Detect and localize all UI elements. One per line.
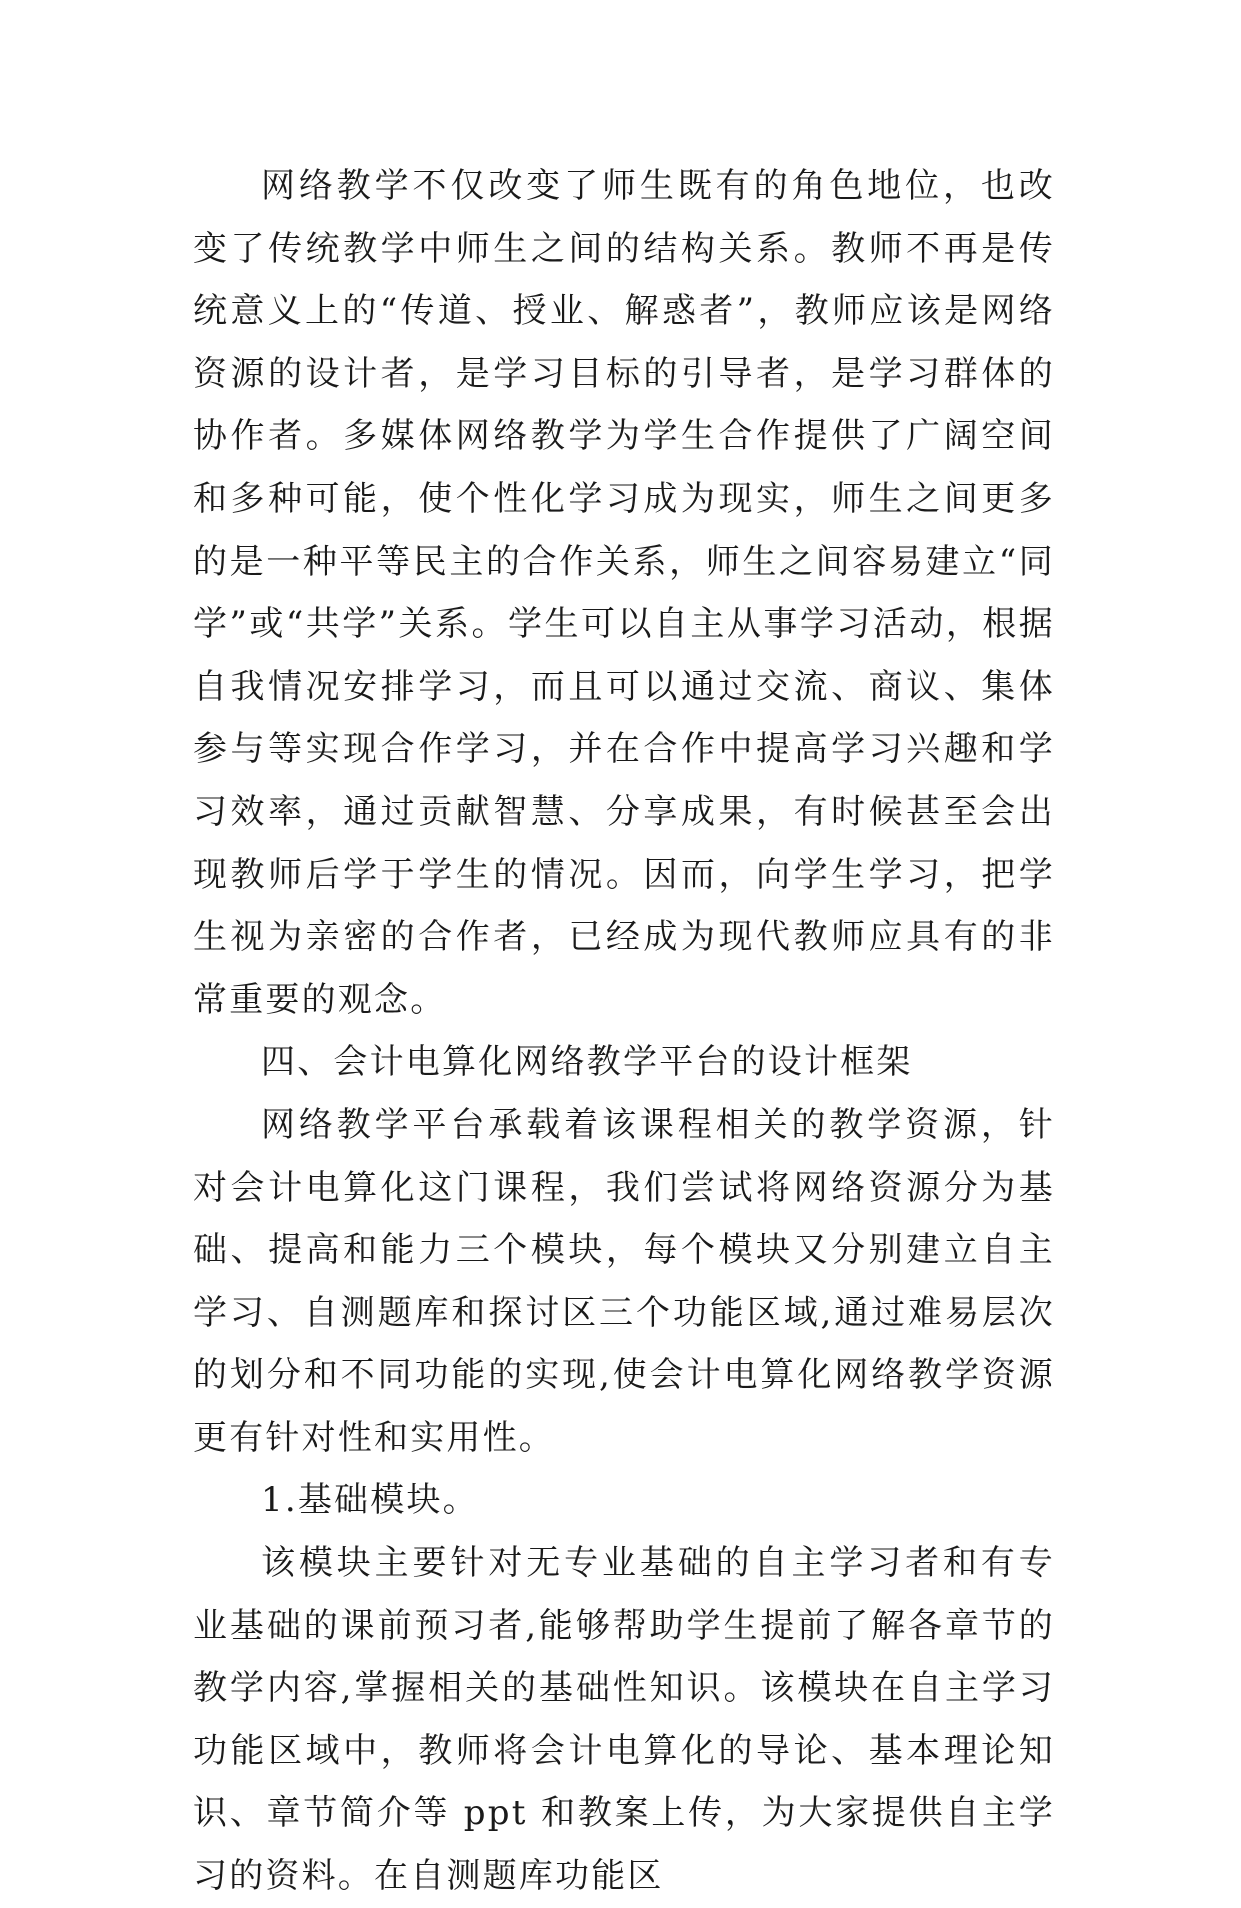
- paragraph-platform-modules: 网络教学平台承载着该课程相关的教学资源，针对会计电算化这门课程，我们尝试将网络资源分为基础、提高和能力三个模块，每个模块又分别建立自主学习、自测题库和探讨区三个功能区域,通过难易层次的划分和不同功能的实现,使会计电算化网络教学资源更有针对性和实用性。: [193, 1104, 1055, 1458]
- section-heading-platform-framework: 四、会计电算化网络教学平台的设计框架: [261, 1042, 913, 1083]
- paragraph-teacher-role: 网络教学不仅改变了师生既有的角色地位，也改变了传统教学中师生之间的结构关系。教师不再是传统意义上的“传道、授业、解惑者”，教师应该是网络资源的设计者，是学习目标的引导者，是学习群体的协作者。多媒体网络教学为学生合作提供了广阔空间和多种可能，使个性化学习成为现实，师生之间更多的是一种平等民主的合作关系，师生之间容易建立“同学”或“共学”关系。学生可以自主从事学习活动，根据自我情况安排学习，而且可以通过交流、商议、集体参与等实现合作学习，并在合作中提高学习兴趣和学习效率，通过贡献智慧、分享成果，有时候甚至会出现教师后学于学生的情况。因而，向学生学习，把学生视为亲密的合作者，已经成为现代教师应具有的非常重要的观念。: [193, 166, 1055, 1020]
- paragraph-basic-module: 该模块主要针对无专业基础的自主学习者和有专业基础的课前预习者,能够帮助学生提前了解各章节的教学内容,掌握相关的基础性知识。该模块在自主学习功能区域中，教师将会计电算化的导论、基本理论知识、章节简介等 ppt 和教案上传，为大家提供自主学习的资料。在自测题库功能区: [193, 1543, 1055, 1897]
- subsection-heading-basic-module: 1.基础模块。: [261, 1480, 479, 1521]
- body-text: [193, 155, 1055, 1908]
